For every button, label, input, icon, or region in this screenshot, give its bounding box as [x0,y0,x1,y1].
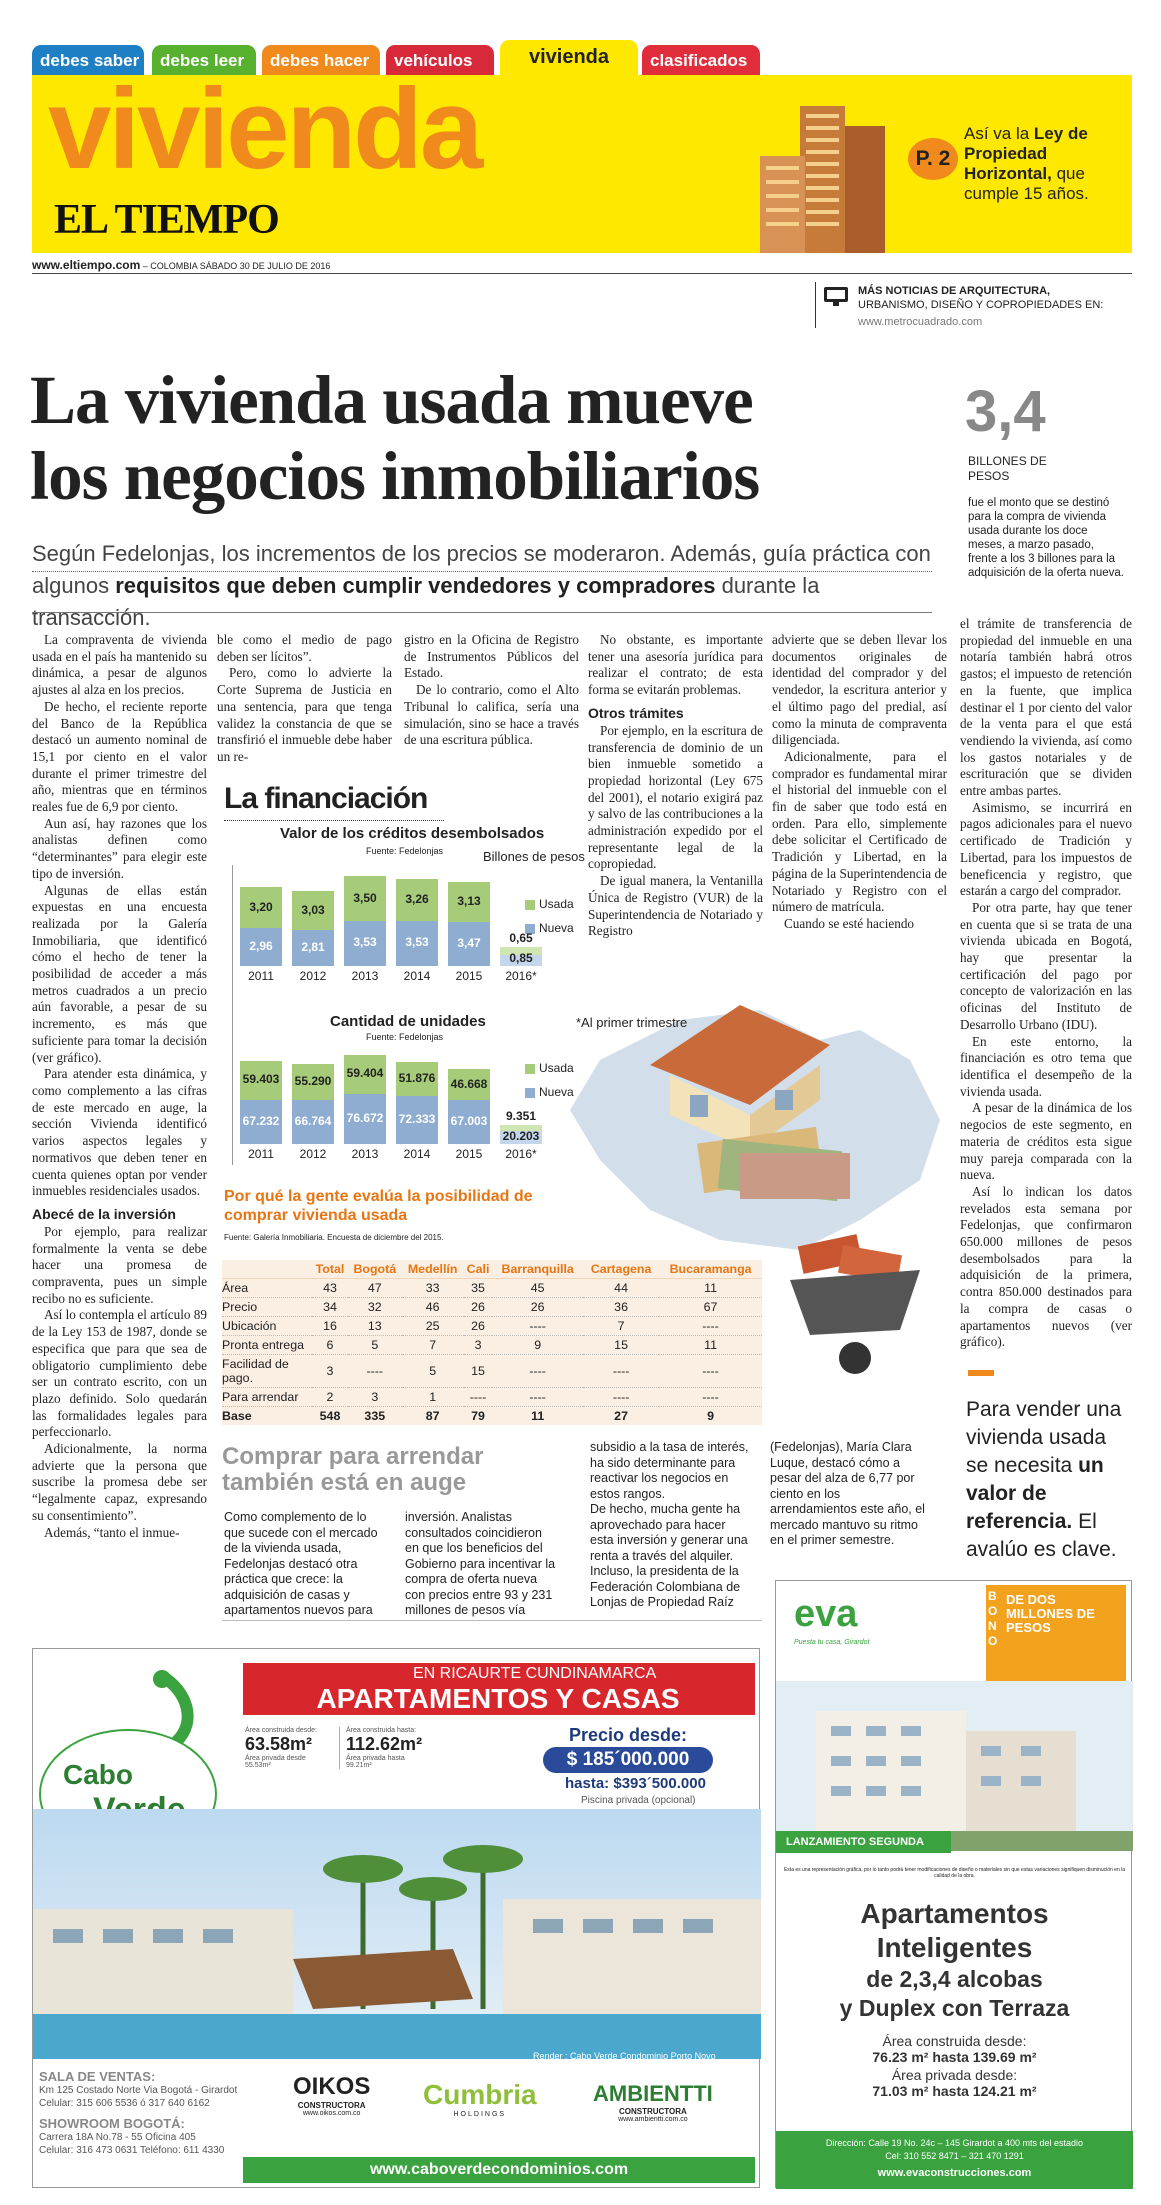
subhead-otros-tramites: Otros trámites [588,704,684,721]
paragraph: Por ejemplo, para realizar formalmente la venta se debe hacer una promesa de compraventa, pues un simple recibo no es suficiente. [32,1223,207,1306]
eva-logo-sub: Puesta tu casa, Girardot [794,1639,870,1646]
label-new-2014: 3,53 [405,935,429,950]
oikos-logo [293,2073,370,2117]
deck-bold: requisitos que deben cumplir vendedores y compradores [115,573,716,598]
eva-line2: Inteligentes [876,1932,1033,1963]
area-to [339,1727,429,1769]
logo-cabo: Cabo [63,1759,133,1790]
survey-cell: 25 [402,1317,464,1336]
survey-cell: ---- [659,1355,762,1388]
paragraph: el trámite de transferencia de propiedad del inmueble en una notaría también habrá otros gastos; el impuesto de retención en la fuente, que implica destinar el 1 por ciento del valor de la venta para el que está vendiendo la vivienda, así como los gastos notariales y de escrituración que se dividen entre ambas partes. [960,616,1132,799]
ad-title: APARTAMENTOS Y CASAS [316,1683,680,1714]
eva-area1-label: Área construida desde: [882,2033,1027,2049]
chart-axis-bracket [232,865,238,1165]
label-new-2012: 66.764 [294,1114,332,1129]
pullquote-mark [968,1370,994,1376]
label-new-2013: 76.672 [346,1110,384,1125]
survey-cell: 32 [348,1298,402,1317]
cabo-verde-ad[interactable] [32,1648,760,2188]
survey-col-header: Bogotá [348,1260,402,1279]
tick-label-2014: 2014 [403,1147,431,1161]
label-new-2015: 3,47 [457,935,481,950]
ambientti-url: www.ambientti.com.co [618,2116,688,2123]
legend-label: Nueva [539,1085,574,1099]
paragraph: Asimismo, se incurrirá en pagos adicionales para el nuevo certificado de Tradición y Libertad, para los impuestos de beneficencia y registro, que estarán a cargo del comprador. [960,799,1132,899]
label-new-2014: 72.333 [398,1112,436,1127]
paragraph: De igual manera, la Ventanilla Única de Registro (VUR) de la Superintendencia de Notariado y Registro [588,873,763,939]
financing-title-rule [224,820,444,821]
subhead-abece: Abecé de la inversión [32,1205,176,1222]
monitor-icon [823,286,849,308]
stat-desc: fue el monto que se destinó para la compra de vivienda usada durante los doce meses, a marzo pasado, frente a los 3 billones para la adquisición de la oferta nueva. [968,497,1124,579]
eva-contact-bar [776,2131,1133,2189]
tab-clasificados[interactable]: clasificados [642,45,760,75]
survey-cell: 13 [348,1317,402,1336]
tab-vivienda[interactable]: vivienda [500,40,638,78]
site-url[interactable]: www.eltiempo.com [32,258,141,272]
label-new-2016*: 20.203 [502,1129,540,1143]
eva-areas [776,2033,1133,2099]
paragraph: Pero, como lo advierte la Corte Suprema de Justicia en una sentencia, para que tenga validez la constancia de que se transfirió el inmueble debe haber un re- [217,665,392,764]
deck-pre: Según Fedelonjas, los incrementos de los precios se moderaron. Además, guía práctica con algunos [32,541,931,598]
label-used-2011: 59.403 [242,1072,280,1087]
survey-source: Fuente: Galería Inmobiliaria. Encuesta de diciembre del 2015. [224,1233,444,1242]
paragraph: Para atender esta dinámica, y como complemento a las cifras de este mercado en auge, la sección Vivienda identificó varios aspectos legales y normativos que deben tener en cuenta quienes optan por vender inmuebles residenciales usados. [32,1066,207,1199]
more-news-line1: MÁS NOTICIAS DE ARQUITECTURA, [858,285,1051,297]
eva-phone: Cel: 310 552 8471 – 321 470 1291 [885,2151,1024,2161]
label-used-2015: 3,13 [457,893,481,908]
headline [30,362,759,514]
paragraph: Por otra parte, hay que tener en cuenta que si se trata de una vivienda ubicada en Bogotá, hay que presentar la certificación del pago por concepto de valorización en las oficinas del Instituto de Desarrollo Urbano (IDU). [960,899,1132,1032]
issue-date: – COLOMBIA SÁBADO 30 DE JULIO DE 2016 [142,261,331,271]
area-from-value: 63.58m² [245,1734,313,1754]
deck [32,538,932,634]
headline-line1: La vivienda usada mueve [30,362,753,438]
cumbria-sub: HOLDINGS [453,2111,507,2118]
survey-cell: 46 [402,1298,464,1317]
oikos-sub: CONSTRUCTORA [297,2101,366,2110]
financing-title: La financiación [224,782,428,815]
survey-cell: 27 [614,1409,628,1423]
credits-chart-unit: Billones de pesos [483,849,585,864]
label-used-2014: 3,26 [405,892,429,907]
survey-row [222,1317,762,1336]
label-new-2012: 2,81 [301,940,325,955]
survey-cell: 3 [348,1388,402,1407]
rent-col-4: (Fedelonjas), María Clara Luque, destacó cómo a pesar del alza de 6,77 por ciento en los arrendamientos este año, el mercado mantuvo su ritmo en el primer semestre. [770,1440,925,1547]
eva-area1-value: 76.23 m² hasta 139.69 m² [872,2049,1037,2065]
banknotes-illustration [700,1125,860,1205]
body-column-5 [772,632,947,962]
survey-cell: ---- [492,1355,583,1388]
bono-vertical: BONO [988,1589,998,1648]
eva-disclaimer: Esta es una representación gráfica, por lo tanto podrá tener modificaciones de diseño o materiales sin que estas variaciones signifiquen disminución en la calidad de la obra. [783,1867,1126,1879]
survey-cell: 47 [348,1279,402,1298]
survey-cell: 3 [312,1355,348,1388]
paragraph: Cuando se esté haciendo [784,915,915,931]
legend-label: Usada [539,897,574,911]
tower-illustration [720,96,920,253]
showroom-heading: SHOWROOM BOGOTÁ: [39,2116,185,2131]
survey-cell: 5 [402,1355,464,1388]
paragraph: Por ejemplo, en la escritura de transferencia de dominio de un bien inmueble sometido a propiedad horizontal (Ley 675 del 2001), el notario exigirá paz y salvo de las contribuciones a la administración expedido por el representante legal de la copropiedad. [588,722,763,872]
tab-debes-leer[interactable]: debes leer [152,45,256,75]
eva-building-render-image [776,1681,1133,1851]
legend-label: Nueva [539,921,574,935]
body-column-3 [404,632,579,752]
survey-cell: 548 [319,1409,341,1423]
body-column-2 [217,632,392,764]
showroom-phone: Celular: 316 473 0631 Teléfono: 611 4330 [39,2145,225,2156]
rent-title: Comprar para arrendar también está en auge [222,1443,484,1496]
survey-cell: 15 [464,1355,493,1388]
survey-cell: 7 [583,1317,659,1336]
survey-cell: 26 [464,1298,493,1317]
survey-row [222,1279,762,1298]
area-from-label: Área construida desde: [245,1727,317,1734]
stat-unit: BILLONES DE PESOS [968,454,1047,483]
label-used-2011: 3,20 [249,899,273,914]
tab-debes-saber[interactable]: debes saber [32,45,144,75]
paragraph: Algunas de ellas están expuestas en una encuesta realizada por la Galería Inmobiliaria, que identificó cómo el hecho de tener la posibilidad de acceder a más metros cuadrados a un precio aún favorable, a pesar de su incremento, es más que suficiente para tomar la decisión (ver gráfico). [32,882,207,1065]
survey-cell: 34 [312,1298,348,1317]
label-new-2016*: 0,85 [509,951,533,965]
survey-cell: ---- [348,1355,402,1388]
survey-cell: ---- [583,1355,659,1388]
tick-label-2011: 2011 [248,1147,274,1161]
survey-cell: 35 [464,1279,493,1298]
eva-area2-value: 71.03 m² hasta 124.21 m² [872,2083,1037,2099]
cumbria-name: Cumbria [423,2079,537,2110]
rent-col-2: inversión. Analistas consultados coincidieron en que los beneficios del Gobierno para incentivar la compra de oferta nueva con precios entre 93 y 231 millones de pesos vía [405,1510,556,1617]
deck-rule [32,571,932,572]
more-news [858,284,1103,329]
stage-banner: LANZAMIENTO SEGUNDA ETAPA [776,1831,951,1853]
survey-cell: ---- [583,1388,659,1407]
label-used-2016*: 9.351 [505,1108,537,1123]
ad-kicker: EN RICAURTE CUNDINAMARCA [413,1665,657,1682]
tick-label-2015: 2015 [455,1147,483,1161]
label-used-2016*: 0,65 [509,930,533,945]
wheelbarrow-illustration [780,1230,930,1380]
survey-cell: 7 [402,1336,464,1355]
tick-label-2013: 2013 [351,969,379,983]
more-news-url[interactable]: www.metrocuadrado.com [858,316,983,328]
survey-row [222,1388,762,1407]
units-chart-source: Fuente: Fedelonjas [366,1032,444,1042]
eva-address: Dirección: Calle 19 No. 24c – 145 Girardot a 400 mts del estadio [825,2138,1084,2148]
label-new-2011: 67.232 [242,1113,280,1128]
eva-headline [776,1897,1133,2023]
price-to: hasta: $393´500.000 [565,1775,706,1792]
ambientti-sub: CONSTRUCTORA [618,2107,687,2116]
more-news-line2: URBANISMO, DISEÑO Y COPROPIEDADES EN: [858,299,1104,311]
price-label: Precio desde: [569,1725,688,1745]
pullquote [966,1396,1132,1564]
survey-col-header: Cartagena [583,1260,659,1279]
tick-label-2012: 2012 [299,1147,327,1161]
survey-cell: 45 [492,1279,583,1298]
teaser-page-badge[interactable]: P. 2 [908,138,958,180]
survey-col-header: Total [312,1260,348,1279]
survey-cell: 87 [425,1409,440,1423]
survey-cell: 1 [402,1388,464,1407]
survey-cell: 67 [659,1298,762,1317]
survey-cell: Facilidad de pago. [222,1355,312,1388]
credits-chart-title: Valor de los créditos desembolsados [280,825,545,842]
pullquote-pre: Para vender una vivienda usada se necesita [966,1398,1122,1477]
survey-col-header [222,1260,312,1279]
body-column-1 [32,632,207,1616]
sales-phone: Celular: 315 606 5536 ó 317 640 6162 [39,2098,210,2109]
survey-cell: 5 [348,1336,402,1355]
eva-line4: y Duplex con Terraza [839,1995,1070,2021]
brand-logo: EL TIEMPO [54,197,279,243]
survey-cell: Área [222,1279,312,1298]
label-used-2015: 46.668 [450,1076,488,1091]
eva-area2-label: Área privada desde: [891,2067,1018,2083]
sales-info [39,2069,239,2157]
survey-col-header: Bucaramanga [659,1260,762,1279]
survey-cell: Ubicación [222,1317,312,1336]
area-to-label: Área construida hasta: [346,1727,417,1734]
survey-cell: 79 [471,1409,485,1423]
survey-cell: 11 [659,1279,762,1298]
teaser-post: que cumple 15 años. [964,164,1089,203]
rent-col-1: Como complemento de lo que sucede con el mercado de la vivienda usada, Fedelonjas destacó otra práctica que crece: la adquisición de casas y apartamentos nuevos para [224,1510,378,1617]
paragraph: advierte que se deben llevar los documentos originales de identidad del comprador y del vendedor, la escritura anterior y el último pago del predial, así como la minuta de compraventa diligenciada. [772,632,947,748]
teaser-pre: Así va la [964,124,1034,143]
dateline [32,258,330,272]
more-news-rule [815,282,816,328]
survey-col-header: Barranquilla [492,1260,583,1279]
body-column-4 [588,632,763,962]
paragraph: Aun así, hay razones que los analistas definen como “determinantes” para elegir este tipo de inversión. [32,815,207,881]
chart-footnote: *Al primer trimestre [576,1015,688,1030]
credits-chart-source: Fuente: Fedelonjas [366,846,444,856]
oikos-name: OIKOS [293,2073,371,2100]
survey-cell: 11 [659,1336,762,1355]
survey-table [222,1260,762,1425]
pool-note: Piscina privada (opcional) [581,1795,696,1806]
ad-url-bar[interactable]: www.caboverdecondominios.com [243,2157,755,2183]
label-used-2012: 3,03 [301,902,325,917]
survey-cell: ---- [492,1388,583,1407]
survey-cell: Para arrendar [222,1388,312,1407]
paragraph: A pesar de la dinámica de los negocios de este segmento, en materia de créditos esta sigue muy pareja comparada con la nueva. [960,1100,1132,1183]
bono-text: DE DOS MILLONES DE PESOS [1006,1592,1095,1635]
oikos-url: www.oikos.com.co [302,2110,361,2117]
paragraph: De lo contrario, como el Alto Tribunal lo califica, sería una simulación, sino se hace a través de una escritura pública. [404,682,579,748]
tick-label-2014: 2014 [403,969,431,983]
survey-row [222,1298,762,1317]
units-chart [240,1048,580,1160]
survey-cell: 9 [492,1336,583,1355]
tab-vehiculos[interactable]: vehículos [386,45,494,75]
area-to-value: 112.62m² [346,1734,423,1754]
label-used-2013: 59.404 [346,1066,384,1081]
paragraph: Además, “tanto el inmue- [44,1524,180,1540]
ambientti-name: AMBIENTTI [593,2081,713,2106]
area-to-sub: Área privada hasta 99.21m² [346,1755,405,1769]
survey-header-row [222,1260,762,1279]
survey-cell: 44 [583,1279,659,1298]
survey-cell: 36 [583,1298,659,1317]
eva-line1: Apartamentos [860,1898,1049,1929]
paragraph: ble como el medio de pago deben ser lícitos”. [217,632,392,664]
survey-cell: ---- [464,1388,493,1407]
headline-line2: los negocios inmobiliarios [30,438,760,514]
pullquote-post: El avalúo es clave. [966,1510,1117,1561]
survey-row [222,1336,762,1355]
sales-address: Km 125 Costado Norte Via Bogotá - Girardot [39,2085,238,2096]
survey-row [222,1407,762,1426]
survey-cell: 2 [312,1388,348,1407]
eva-url[interactable]: www.evaconstrucciones.com [877,2167,1032,2179]
survey-cell: Precio [222,1298,312,1317]
survey-cell: 33 [402,1279,464,1298]
section-title: vivienda [48,66,481,193]
paragraph: La compraventa de vivienda usada en el país ha mantenido su dinámica, a pesar de algunos ajustes al alza en los precios. [32,632,207,698]
survey-cell: 6 [312,1336,348,1355]
survey-cell: 15 [583,1336,659,1355]
tick-label-2012: 2012 [299,969,327,983]
label-used-2014: 51.876 [398,1071,436,1086]
cumbria-logo [423,2079,537,2118]
survey-cell: ---- [659,1317,762,1336]
tick-label-2016*: 2016* [505,969,537,983]
teaser-bold: Ley de Propiedad Horizontal, [964,124,1088,183]
survey-cell: ---- [492,1317,583,1336]
area-from [245,1727,331,1769]
survey-cell: 9 [707,1409,714,1423]
eva-ad[interactable] [775,1580,1132,2188]
legend-label: Usada [539,1061,574,1075]
label-new-2015: 67.003 [450,1113,488,1128]
tick-label-2015: 2015 [455,969,483,983]
survey-cell: 335 [364,1409,386,1423]
paragraph: En este entorno, la financiación es otro tema que identifica el desempeño de la vivienda usada. [960,1033,1132,1099]
survey-cell: 43 [312,1279,348,1298]
label-used-2012: 55.290 [294,1073,332,1088]
survey-col-header: Medellín [402,1260,464,1279]
survey-title: Por qué la gente evalúa la posibilidad de comprar vivienda usada [224,1188,533,1224]
tab-debes-hacer[interactable]: debes hacer [262,45,380,75]
paragraph: Así lo contempla el artículo 89 de la Ley 153 de 1987, donde se especifica que para que sea de obligatorio cumplimiento debe ser un contrato escrito, con un plazo definido. Solo quedarán las formalidades legales para perfeccionarlo. [32,1307,207,1440]
render-note: Render : Cabo Verde Condominio Porto Novo [533,2051,716,2061]
deck-post: durante la transacción. [32,573,820,630]
credits-chart [240,870,580,982]
survey-cell: 26 [464,1317,493,1336]
survey-cell: Pronta entrega [222,1336,312,1355]
body-column-6 [960,616,1132,1402]
paragraph: Así lo indican los datos revelados esta semana por Fedelonjas, que confirmaron 650.000 millones de pesos desembolsados para la adquisición de la primera, contra 850.000 destinados para la compra de casas o apartamentos nuevos (ver gráfico). [960,1183,1132,1350]
paragraph: No obstante, es importante tener una asesoría jurídica para realizar el contrato; de esta forma se evitarán problemas. [588,632,763,698]
units-chart-title: Cantidad de unidades [330,1013,486,1030]
sales-heading: SALA DE VENTAS: [39,2069,156,2084]
paragraph: De hecho, el reciente reporte del Banco de la República destacó un aumento nominal de 15,1 por ciento en el valor durante el primer trimestre del año, mientras que en términos reales fue de 6,9 por ciento. [32,698,207,815]
survey-row [222,1355,762,1388]
pullquote-bold: un valor de referencia. [966,1454,1104,1533]
label-new-2011: 2,96 [249,939,273,954]
survey-cell: 3 [464,1336,493,1355]
label-new-2013: 3,53 [353,935,377,950]
stat-value: 3,4 [965,379,1046,444]
paragraph: Adicionalmente, para el comprador es fundamental mirar el historial del inmueble con el fin de saber que todo está en orden. Para ello, simplemente debe solicitar el Certificado de Tradición y Libertad, en la página de la Superintendencia de Notariado y Registro con el número de matrícula. [772,748,947,915]
survey-cell: 26 [492,1298,583,1317]
tick-label-2011: 2011 [248,969,274,983]
label-used-2013: 3,50 [353,890,377,905]
area-from-sub: Área privada desde 55.53m² [245,1755,306,1769]
tick-label-2016*: 2016* [505,1147,537,1161]
dateline-rule [32,273,1132,274]
eva-logo: eva [794,1593,858,1635]
ambientti-logo [593,2081,713,2123]
survey-cell: Base [222,1409,252,1423]
paragraph: gistro en la Oficina de Registro de Instrumentos Públicos del Estado. [404,632,579,681]
survey-col-header: Cali [464,1260,493,1279]
survey-table-wrap [222,1260,762,1425]
paragraph: Adicionalmente, la norma advierte que la persona que suscribe la promesa debe ser “legalmente capaz, expresando su consentimiento”. [32,1441,207,1523]
deck-rule-bottom [32,612,932,613]
survey-cell: 11 [531,1409,545,1423]
rent-col-3: subsidio a la tasa de interés, ha sido determinante para reactivar los negocios en estos rangos. De hecho, mucha gente ha aprovechado para hacer esta inversión y generar una renta a través del alquiler. Incluso, la presidenta de la Federación Colombiana de Lonjas de Propiedad Raíz [590,1440,749,1609]
rent-box-rule [222,1620,762,1621]
showroom-address: Carrera 18A No.78 - 55 Oficina 405 [39,2132,196,2143]
survey-cell: 16 [312,1317,348,1336]
eva-line3: de 2,3,4 alcobas [866,1966,1043,1992]
resort-render-image [33,1809,761,2059]
tick-label-2013: 2013 [351,1147,379,1161]
survey-cell: ---- [659,1388,762,1407]
price-badge: $ 185´000.000 [543,1747,713,1773]
teaser-text[interactable] [964,124,1124,204]
